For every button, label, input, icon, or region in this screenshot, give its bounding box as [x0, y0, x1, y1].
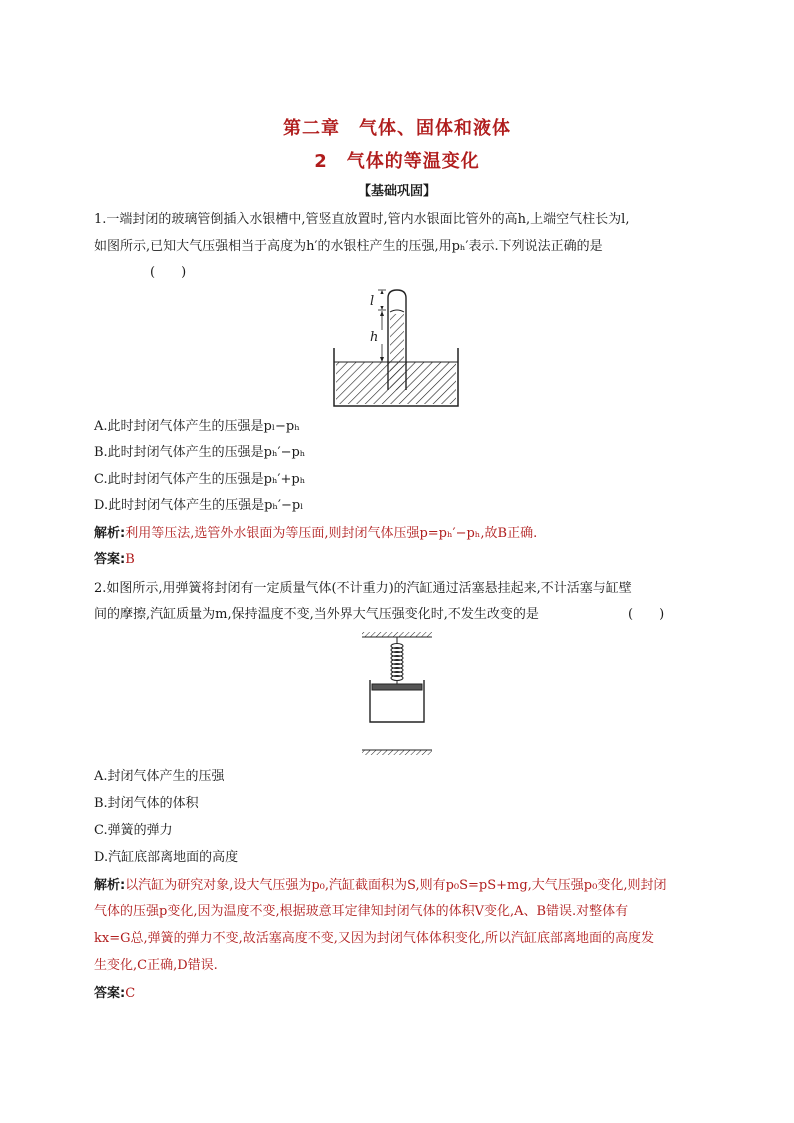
q2-stem-line1: 2.如图所示,用弹簧将封闭有一定质量气体(不计重力)的汽缸通过活塞悬挂起来,不计活塞与缸壁 — [94, 581, 632, 596]
chapter-title: 第二章 气体、固体和液体 — [283, 118, 511, 139]
q1-answer-value: B — [125, 552, 135, 567]
q2-stem-line2: 间的摩擦,汽缸质量为m,保持温度不变,当外界大气压强变化时,不发生改变的是 — [94, 607, 539, 622]
q1-option-b: B.此时封闭气体产生的压强是pₕ′−pₕ — [94, 445, 306, 460]
q1-answer — [94, 551, 704, 569]
q1-stem-line1: 1.一端封闭的玻璃管倒插入水银槽中,管竖直放置时,管内水银面比管外的高h,上端空气柱长为l, — [94, 212, 630, 227]
q1-option-d: D.此时封闭气体产生的压强是pₕ′−pₗ — [94, 498, 304, 513]
q2-answer-label: 答案: — [94, 986, 126, 1001]
q1-answer-bracket: ( ) — [150, 265, 187, 280]
q2-answer-bracket: ( ) — [628, 607, 665, 622]
q2-solution-line1 — [94, 877, 704, 895]
q2-figure-spring-cylinder — [360, 630, 436, 758]
q2-option-d: D.汽缸底部离地面的高度 — [94, 850, 239, 865]
q2-solution-line4: 生变化,C正确,D错误. — [94, 958, 218, 973]
q1-stem-line2: 如图所示,已知大气压强相当于高度为h′的水银柱产生的压强,用pₕ′表示.下列说法正确的是 — [94, 239, 603, 254]
q2-solution-text-1: 以汽缸为研究对象,设大气压强为p₀,汽缸截面积为S,则有p₀S=pS+mg,大气压强p₀变化,则封闭 — [125, 878, 667, 893]
tube-mercury — [390, 312, 404, 390]
label-h: h — [370, 330, 379, 345]
piston — [372, 684, 422, 690]
q2-option-a: A.封闭气体产生的压强 — [94, 769, 225, 784]
q2-option-c: C.弹簧的弹力 — [94, 823, 173, 838]
q2-solution-label: 解析: — [94, 878, 126, 893]
q1-option-a: A.此时封闭气体产生的压强是pₗ−pₕ — [94, 419, 300, 434]
section-heading: 【基础巩固】 — [357, 184, 436, 199]
ground — [362, 750, 432, 755]
q1-option-c: C.此时封闭气体产生的压强是pₕ′+pₕ — [94, 472, 306, 487]
lesson-title: 2 气体的等温变化 — [314, 151, 480, 172]
q2-answer — [94, 985, 704, 1003]
q2-solution-line3: kx=G总,弹簧的弹力不变,故活塞高度不变,又因为封闭气体体积变化,所以汽缸底部离地面的高度发 — [94, 931, 655, 946]
q1-figure-mercury-tube — [330, 286, 462, 410]
q1-solution — [94, 525, 704, 543]
q1-solution-text: 利用等压法,选管外水银面为等压面,则封闭气体压强p=pₕ′−pₕ,故B正确. — [125, 526, 538, 541]
q2-solution-line2: 气体的压强p变化,因为温度不变,根据玻意耳定律知封闭气体的体积V变化,A、B错误.对整体有 — [94, 904, 629, 919]
spring — [391, 637, 403, 684]
ceiling — [362, 632, 432, 637]
q2-option-b: B.封闭气体的体积 — [94, 796, 199, 811]
label-l: l — [370, 294, 375, 309]
q1-answer-label: 答案: — [94, 552, 126, 567]
q1-solution-label: 解析: — [94, 526, 126, 541]
q2-answer-value: C — [125, 986, 136, 1001]
